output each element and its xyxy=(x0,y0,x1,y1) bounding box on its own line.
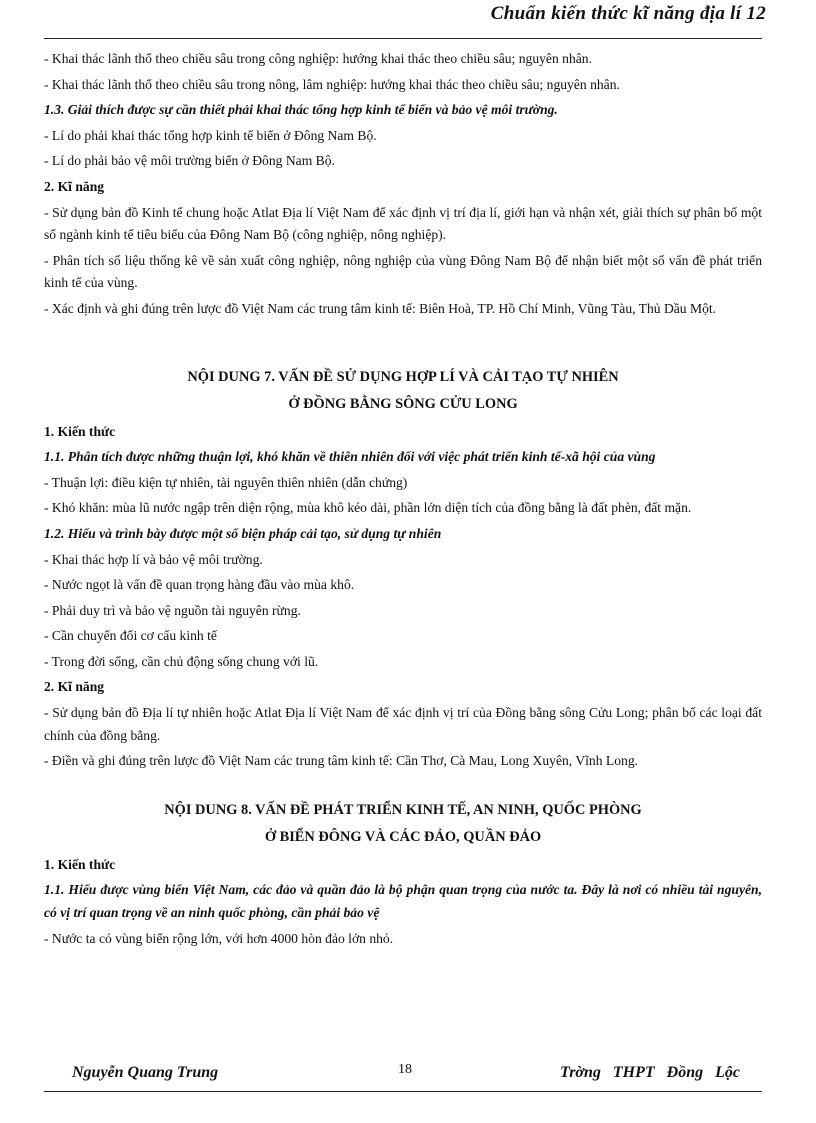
bullet-item: - Thuận lợi: điều kiện tự nhiên, tài nguyên thiên nhiên (dẫn chứng) xyxy=(44,474,408,490)
subsection-heading: 1.3. Giải thích được sự cần thiết phải khai thác tổng hợp kinh tế biển và bảo vệ môi trường. xyxy=(44,102,558,118)
bullet-item: - Sử dụng bản đồ Kinh tế chung hoặc Atlat Địa lí Việt Nam để xác định vị trí địa lí, giới hạn và nhận xét, giải thích sự phân bố một số ngành kinh tế tiêu biểu của Đông Nam Bộ (công nghiệp, nông nghiệp). xyxy=(44,204,762,243)
bullet-item: - Xác định và ghi đúng trên lược đồ Việt Nam các trung tâm kinh tế: Biên Hoà, TP. Hồ Chí Minh, Vũng Tàu, Thủ Dầu Một. xyxy=(44,300,717,316)
section-heading: Ở BIỂN ĐÔNG VÀ CÁC ĐẢO, QUẦN ĐẢO xyxy=(264,828,542,845)
subheading: 1. Kiến thức xyxy=(44,423,116,439)
bullet-item: - Khó khăn: mùa lũ nước ngập trên diện rộng, mùa khô kéo dài, phần lớn diện tích của đồng bằng là đất phèn, đất mặn. xyxy=(44,500,692,516)
section-heading: Ở ĐỒNG BẰNG SÔNG CỬU LONG xyxy=(288,395,518,412)
page-content xyxy=(44,45,762,950)
section-heading: NỘI DUNG 8. VẤN ĐỀ PHÁT TRIỂN KINH TẾ, AN NINH, QUỐC PHÒNG xyxy=(164,801,642,818)
bullet-item: - Nước ngọt là vấn đề quan trọng hàng đầu vào mùa khô. xyxy=(44,577,355,593)
subsection-heading: 1.1. Phân tích được những thuận lợi, khó khăn về thiên nhiên đối với việc phát triển kinh tế-xã hội của vùng xyxy=(44,449,656,465)
bullet-item: - Phải duy trì và bảo vệ nguồn tài nguyên rừng. xyxy=(44,602,301,618)
bullet-item: - Phân tích số liệu thống kê về sản xuất công nghiệp, nông nghiệp của vùng Đông Nam Bộ để nhận biết một số vấn đề phát triển kinh tế của vùng. xyxy=(44,252,762,291)
bullet-item: - Cần chuyển đổi cơ cấu kinh tế xyxy=(44,628,217,644)
bullet-item: - Sử dụng bản đồ Địa lí tự nhiên hoặc Atlat Địa lí Việt Nam để xác định vị trí của Đồng bằng sông Cửu Long; phân bố các loại đất chính của đồng bằng. xyxy=(44,705,762,743)
bullet-item: - Khai thác hợp lí và bảo vệ môi trường. xyxy=(44,551,263,567)
bullet-item: - Lí do phải bảo vệ môi trường biển ở Đông Nam Bộ. xyxy=(44,153,335,169)
subsection-heading: 1.2. Hiểu và trình bày được một số biện pháp cải tạo, sử dụng tự nhiên xyxy=(44,525,442,541)
footer-author: Nguyễn Quang Trung xyxy=(72,1064,219,1081)
header-title: Chuẩn kiến thức kĩ năng địa lí 12 xyxy=(490,3,766,24)
footer-rule xyxy=(44,1091,762,1092)
subheading: 2. Kĩ năng xyxy=(44,679,105,695)
subsection-heading: 1.1. Hiểu được vùng biển Việt Nam, các đảo và quần đảo là bộ phận quan trọng của nước ta. Đây là nơi có nhiều tài nguyên, có vị trí quan trọng về an ninh quốc phòng, cần phải bảo vệ xyxy=(44,882,762,921)
subheading: 2. Kĩ năng xyxy=(44,178,105,194)
footer-school: Trờng THPT Đồng Lộc xyxy=(560,1064,740,1081)
page-number: 18 xyxy=(398,1062,412,1077)
bullet-item: - Lí do phải khai thác tổng hợp kinh tế biển ở Đông Nam Bộ. xyxy=(44,127,377,143)
bullet-item: - Khai thác lãnh thổ theo chiều sâu trong công nghiệp: hướng khai thác theo chiều sâu; nguyên nhân. xyxy=(44,51,592,66)
subheading: 1. Kiến thức xyxy=(44,856,116,872)
bullet-item: - Nước ta có vùng biển rộng lớn, với hơn 4000 hòn đảo lớn nhỏ. xyxy=(44,930,394,946)
header-rule xyxy=(44,38,762,39)
bullet-item: - Khai thác lãnh thổ theo chiều sâu trong nông, lâm nghiệp: hướng khai thác theo chiều sâu; nguyên nhân. xyxy=(44,76,620,92)
section-spacer xyxy=(44,321,762,364)
bullet-item: - Điền và ghi đúng trên lược đồ Việt Nam các trung tâm kinh tế: Cần Thơ, Cà Mau, Long Xuyên, Vĩnh Long. xyxy=(44,753,639,769)
bullet-item: - Trong đời sống, cần chủ động sống chung với lũ. xyxy=(44,653,319,669)
section-spacer xyxy=(44,773,762,797)
section-heading: NỘI DUNG 7. VẤN ĐỀ SỬ DỤNG HỢP LÍ VÀ CẢI TẠO TỰ NHIÊN xyxy=(187,368,619,385)
